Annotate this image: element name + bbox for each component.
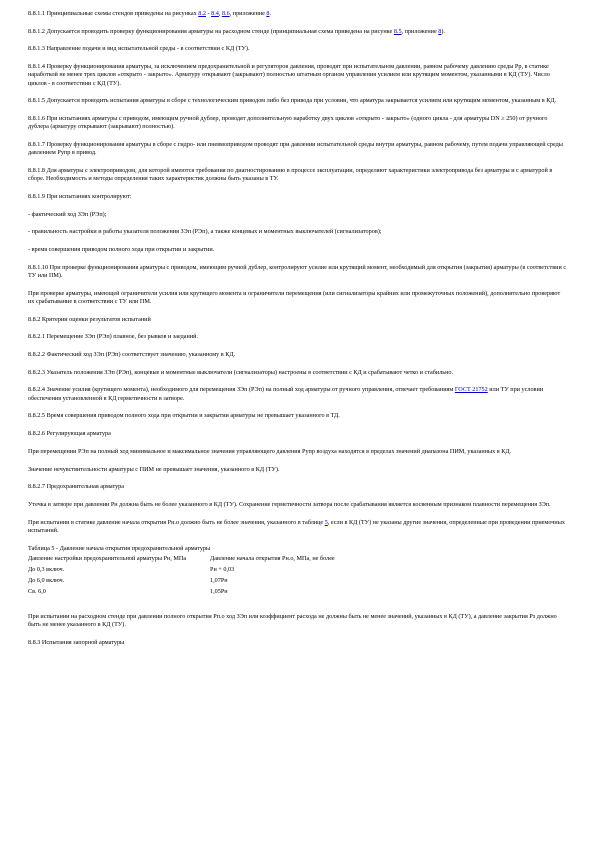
table-row (28, 566, 540, 577)
paragraph-text: - правильность настройки и работы указателя положения ЗЭп (РЭп), а также концевых и моментных выключателей (сигнализаторов); (28, 228, 382, 236)
paragraph (28, 466, 568, 474)
paragraph-text: 8.8.1.9 При испытаниях контролируют: (28, 192, 132, 200)
paragraph-text: Таблица 5 - Давление начала открытия предохранительной арматуры (28, 544, 211, 552)
reference-link[interactable]: ГОСТ 21752 (454, 386, 488, 394)
paragraph-text: - (205, 10, 212, 17)
paragraph (28, 483, 568, 491)
paragraph-text: 8.8.2.4 Значение усилия (крутящего момента), необходимого для перемещения ЗЭп (РЭп) на полный ход арматуры от ручного управления, отвечает требованиям (28, 386, 455, 394)
paragraph-text: . (269, 10, 272, 17)
paragraph-text: 8.8.1.2 Допускается проводить проверку функционирования арматуры на расходном стенде (принципиальная схема приведена на рисунке (28, 27, 394, 35)
paragraph (28, 115, 568, 132)
paragraph-text: Утечка в затворе при давлении Рн должна быть не более указанного в КД (ТУ). Сохранение герметичности затвора после срабатывания является косвенным признаком плавности перемещения ЗЭп. (28, 500, 551, 508)
paragraph-text: 8.8.2.1 Перемещение ЗЭп (РЭп) плавное, без рывков и заеданий. (28, 333, 199, 341)
paragraph (28, 501, 568, 509)
paragraph-text: , если в КД (ТУ) не указаны другие значения, определенные при проведении приемочных испытаний. (28, 518, 565, 534)
paragraph-text: 8.8.3 Испытания запорной арматуры (28, 638, 125, 646)
table-cell: Св. 6,0 (28, 588, 46, 596)
paragraph (28, 351, 568, 359)
paragraph-text: - время совершения приводом полного хода при открытии и закрытии. (28, 246, 215, 254)
paragraph-text: При испытании на расходном стенде при давлении полного открытия Рп.о ход ЗЭп или коэффициент расхода не должны быть не менее значений, указанных в КД (ТУ), а давление закрытия Рз должно быть не менее указанного в КД (ТУ). (28, 612, 557, 628)
table-cell: Давление настройки предохранительной арматуры Рн, МПа (28, 554, 187, 562)
paragraph (28, 545, 568, 553)
paragraph (28, 246, 568, 254)
table-cell: 1,07Рн (210, 577, 228, 585)
table-row (28, 588, 540, 599)
reference-link[interactable]: 8 (438, 27, 442, 35)
paragraph-text: 8.8.1.6 При испытаниях арматуры с приводом, имеющим ручной дублер, проводят дополнительную наработку двух циклов «открыто - закрыто» (одного цикла - для арматуры DN ≥ 250) от ручного дублера (арматуру открывают (закрывают) полностью). (28, 115, 548, 131)
reference-link[interactable]: 8.4 (211, 10, 219, 17)
paragraph (28, 369, 568, 377)
paragraph (28, 430, 568, 438)
paragraph-text: 8.8.2 Критерии оценки результатов испытаний (28, 315, 151, 323)
paragraph-text: Значение нечувствительности арматуры с ПИМ не превышает значения, указанного в КД (ТУ). (28, 465, 280, 473)
paragraph (28, 141, 568, 158)
paragraph-text: 8.8.2.7 Предохранительная арматура (28, 483, 125, 491)
paragraph-text: или ТУ при условии обеспечения установленной в КД герметичности в затворе. (28, 386, 544, 402)
paragraph-text: , приложение (229, 10, 267, 17)
paragraph-text: При проверке арматуры, имеющей ограничители усилия или крутящего момента и ограничители перемещения (или сигнализаторы крайних или промежуточных положений), дополнительно проверяют их срабатывание в соответствии с ТУ или ПМ. (28, 289, 561, 306)
paragraph (28, 613, 568, 630)
paragraph-text: 8.8.2.5 Время совершения приводом полного хода при открытии и закрытии арматуры не превышает указанного в ТД. (28, 412, 340, 420)
paragraph-text: , приложение (401, 27, 439, 35)
paragraph-text: 8.8.1.10 При проверке функционирования арматуры с приводом, имеющим ручной дублер, контролируют усилие или крутящий момент, необходимый для открытия (закрытия) арматуры (в соответствии с ТУ или ПМ). (28, 263, 567, 280)
table-cell: До 6,0 включ. (28, 577, 65, 585)
table-cell: Давление начала открытия Рн.о, МПа, не более (210, 554, 335, 562)
paragraph (28, 333, 568, 341)
paragraph (28, 10, 568, 18)
paragraph-text: - фактический ход ЗЭп (РЭп); (28, 210, 107, 218)
paragraph-text: 8.8.2.6 Регулирующая арматура (28, 430, 111, 438)
paragraph-text: 8.8.1.7 Проверку функционирования арматуры в сборе с гидро- или пневмоприводом проводят при давлении испытательной среды внутри арматуры, равном рабочему, путем подачи управляющей среды давлением Рупр в привод. (28, 141, 563, 157)
paragraph-text: При испытании в статике давление начала открытия Рн.о должно быть не более значения, указанного в таблице (28, 518, 325, 526)
paragraph (28, 228, 568, 236)
reference-link[interactable]: 5 (324, 518, 328, 526)
paragraph (28, 167, 568, 184)
paragraph-text: 8.8.1.8 Для арматуры с электроприводом, для которой имеются требования по диагностированию в процессе эксплуатации, определяют характеристики электропривода без арматуры и с арматурой в сборе. Необходимость и методы определения таких характеристик должны быть указаны в ТУ. (28, 167, 553, 183)
paragraph (28, 290, 568, 307)
paragraph (28, 316, 568, 324)
paragraph-text: 8.8.2.2 Фактический ход ЗЭп (РЭп) соответствует значению, указанному в КД. (28, 351, 236, 359)
paragraph-text: , (218, 10, 222, 17)
paragraph (28, 448, 568, 456)
paragraph-text: 8.8.2.3 Указатель положения ЗЭп (РЭп), концевые и моментные выключатели (сигнализаторы) настроены в соответствии с КД и срабатывают четко и стабильно. (28, 368, 454, 376)
table-cell: 1,05Рн (210, 588, 228, 596)
table-cell: Рн + 0,03 (210, 566, 235, 574)
reference-link[interactable]: 8.2 (198, 10, 206, 17)
table-cell: До 0,3 включ. (28, 566, 65, 574)
paragraph-text: 8.8.1.3 Направление подачи и вид испытательной среды - в соответствии с КД (ТУ). (28, 45, 250, 53)
paragraph (28, 386, 568, 403)
paragraph-text: При перемещении РЭп на полный ход минимальное и максимальное значения управляющего давления Рупр воздуха находятся в пределах значений диапазона ПИМ, указанных в КД. (28, 447, 512, 455)
reference-link[interactable]: 8.6 (221, 10, 230, 17)
paragraph-text: 8.8.1.1 Принципиальные схемы стендов приведены на рисунках (28, 10, 199, 17)
paragraph (28, 412, 568, 420)
reference-link[interactable]: 8 (266, 10, 270, 17)
paragraph-text: ). (441, 27, 445, 35)
paragraph (28, 264, 568, 281)
reference-link[interactable]: 8.5 (393, 27, 402, 35)
paragraph (28, 28, 568, 36)
table-row (28, 577, 540, 588)
paragraph (28, 193, 568, 201)
paragraph (28, 45, 568, 53)
paragraph (28, 211, 568, 219)
paragraph (28, 97, 568, 105)
paragraph-text: 8.8.1.4 Проверку функционирования арматуры, за исключением предохранительной и регуляторов давления, проводят при испытательном давлении, равном рабочему давлению среды Рр, в статике наработкой не менее трех циклов «открыто - закрыто». Арматуру открывают (закрывают) полностью штатным органом управления усилием или крутящим моментом, указанными в КД (ТУ). Число циклов - в соответствии с КД (ТУ). (28, 63, 550, 87)
document-body (28, 10, 568, 656)
paragraph (28, 519, 568, 536)
pressure-table (28, 555, 540, 600)
paragraph (28, 63, 568, 88)
paragraph-text: 8.8.1.5 Допускается проводить испытания арматуры в сборе с технологическим приводом либо без привода при условии, что арматура закрывается усилием или крутящим моментом, указанным в КД. (28, 97, 557, 105)
paragraph (28, 639, 568, 647)
table-header-row (28, 555, 540, 566)
